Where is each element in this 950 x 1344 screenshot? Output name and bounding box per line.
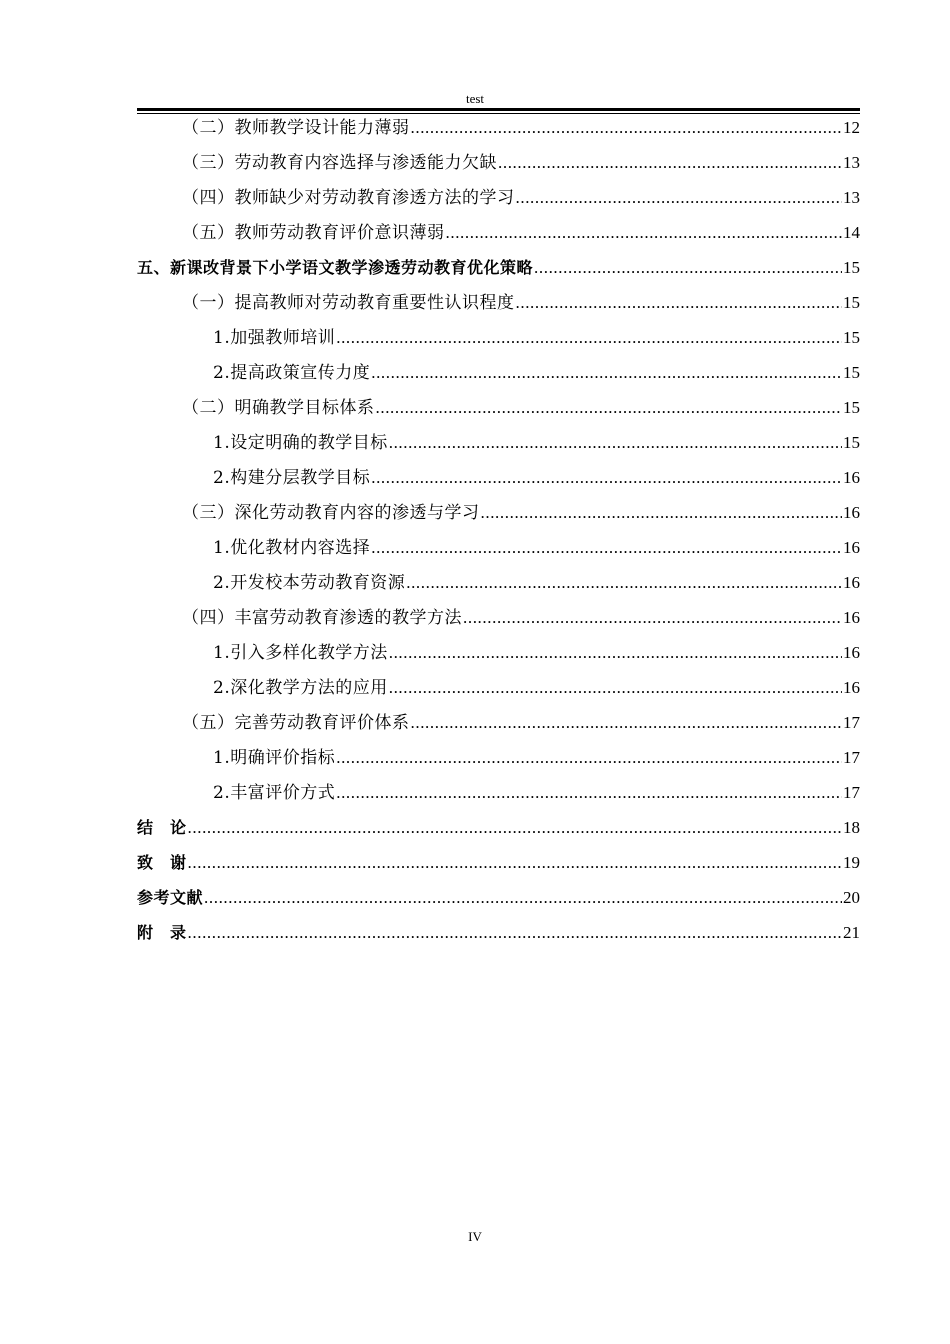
toc-dot-leader xyxy=(411,110,843,145)
toc-entry-page: 15 xyxy=(843,398,860,417)
table-of-contents xyxy=(137,110,860,950)
toc-entry-title: 附 录 xyxy=(137,923,187,942)
toc-entry-page: 16 xyxy=(843,573,860,592)
toc-entry[interactable] xyxy=(137,915,860,950)
page-header: test xyxy=(465,91,485,106)
toc-entry[interactable] xyxy=(137,775,860,810)
toc-entry-title: 致 谢 xyxy=(137,853,187,872)
toc-entry-page: 21 xyxy=(843,923,860,942)
toc-entry[interactable] xyxy=(137,425,860,460)
toc-entry-title: （五）完善劳动教育评价体系 xyxy=(182,713,410,733)
toc-entry-title: 1.明确评价指标 xyxy=(213,748,336,768)
toc-entry-title: 2.构建分层教学目标 xyxy=(213,468,371,488)
toc-entry[interactable] xyxy=(137,215,860,250)
toc-dot-leader xyxy=(411,705,843,740)
toc-entry-page: 14 xyxy=(843,223,860,242)
toc-entry[interactable] xyxy=(137,635,860,670)
page-number: IV xyxy=(468,1229,482,1244)
toc-entry-title: 1.引入多样化教学方法 xyxy=(213,643,388,663)
toc-entry[interactable] xyxy=(137,565,860,600)
toc-dot-leader xyxy=(371,460,842,495)
toc-dot-leader xyxy=(389,670,842,705)
toc-entry-title: 1.加强教师培训 xyxy=(213,328,336,348)
toc-entry-page: 13 xyxy=(843,188,860,207)
toc-entry-title: （三）深化劳动教育内容的渗透与学习 xyxy=(182,503,480,523)
toc-dot-leader xyxy=(446,215,843,250)
toc-entry[interactable] xyxy=(137,320,860,355)
toc-entry-page: 18 xyxy=(843,818,860,837)
toc-entry-page: 16 xyxy=(843,538,860,557)
toc-dot-leader xyxy=(204,880,842,915)
toc-entry-page: 19 xyxy=(843,853,860,872)
toc-entry[interactable] xyxy=(137,705,860,740)
toc-entry-page: 16 xyxy=(843,678,860,697)
toc-entry-title: （五）教师劳动教育评价意识薄弱 xyxy=(182,223,445,243)
toc-entry[interactable] xyxy=(137,495,860,530)
toc-entry[interactable] xyxy=(137,285,860,320)
toc-entry-page: 17 xyxy=(843,713,860,732)
toc-entry-page: 12 xyxy=(843,118,860,137)
toc-entry-page: 16 xyxy=(843,503,860,522)
toc-entry-title: 参考文献 xyxy=(137,888,204,907)
toc-dot-leader xyxy=(463,600,842,635)
toc-entry-page: 16 xyxy=(843,608,860,627)
toc-entry-title: 2.深化教学方法的应用 xyxy=(213,678,388,698)
toc-entry[interactable] xyxy=(137,390,860,425)
toc-entry-title: 1.设定明确的教学目标 xyxy=(213,433,388,453)
toc-entry-title: （一）提高教师对劳动教育重要性认识程度 xyxy=(182,293,515,313)
toc-entry-page: 17 xyxy=(843,783,860,802)
toc-entry-title: 2.开发校本劳动教育资源 xyxy=(213,573,406,593)
toc-entry[interactable] xyxy=(137,740,860,775)
toc-entry-page: 15 xyxy=(843,363,860,382)
toc-entry-title: （三）劳动教育内容选择与渗透能力欠缺 xyxy=(182,153,497,173)
toc-dot-leader xyxy=(336,775,842,810)
toc-entry-page: 20 xyxy=(843,888,860,907)
toc-dot-leader xyxy=(376,390,843,425)
toc-entry-page: 13 xyxy=(843,153,860,172)
toc-entry[interactable] xyxy=(137,530,860,565)
toc-dot-leader xyxy=(188,810,842,845)
toc-entry[interactable] xyxy=(137,180,860,215)
toc-entry-page: 15 xyxy=(843,293,860,312)
toc-dot-leader xyxy=(516,180,843,215)
toc-dot-leader xyxy=(406,565,842,600)
toc-dot-leader xyxy=(389,425,842,460)
toc-entry[interactable] xyxy=(137,145,860,180)
toc-entry-title: 2.丰富评价方式 xyxy=(213,783,336,803)
toc-entry-title: 2.提高政策宣传力度 xyxy=(213,363,371,383)
toc-dot-leader xyxy=(371,530,842,565)
toc-dot-leader xyxy=(516,285,843,320)
toc-entry[interactable] xyxy=(137,600,860,635)
toc-entry-title: （二）教师教学设计能力薄弱 xyxy=(182,118,410,138)
toc-entry-page: 16 xyxy=(843,643,860,662)
toc-entry-title: 五、新课改背景下小学语文教学渗透劳动教育优化策略 xyxy=(137,258,534,277)
toc-dot-leader xyxy=(336,320,842,355)
toc-entry-page: 15 xyxy=(843,328,860,347)
toc-entry[interactable] xyxy=(137,880,860,915)
toc-dot-leader xyxy=(498,145,842,180)
toc-entry-page: 16 xyxy=(843,468,860,487)
toc-entry[interactable] xyxy=(137,250,860,285)
toc-dot-leader xyxy=(371,355,842,390)
toc-dot-leader xyxy=(336,740,842,775)
toc-dot-leader xyxy=(481,495,843,530)
toc-entry[interactable] xyxy=(137,670,860,705)
toc-entry[interactable] xyxy=(137,460,860,495)
toc-entry-title: 结 论 xyxy=(137,818,187,837)
toc-entry[interactable] xyxy=(137,355,860,390)
toc-entry-title: 1.优化教材内容选择 xyxy=(213,538,371,558)
toc-entry-page: 17 xyxy=(843,748,860,767)
toc-dot-leader xyxy=(534,250,842,285)
toc-dot-leader xyxy=(389,635,842,670)
toc-entry[interactable] xyxy=(137,845,860,880)
toc-dot-leader xyxy=(188,845,842,880)
toc-entry-page: 15 xyxy=(843,433,860,452)
toc-entry[interactable] xyxy=(137,810,860,845)
toc-dot-leader xyxy=(188,915,842,950)
toc-entry-title: （四）教师缺少对劳动教育渗透方法的学习 xyxy=(182,188,515,208)
toc-entry-page: 15 xyxy=(843,258,860,277)
toc-entry[interactable] xyxy=(137,110,860,145)
toc-entry-title: （二）明确教学目标体系 xyxy=(182,398,375,418)
toc-entry-title: （四）丰富劳动教育渗透的教学方法 xyxy=(182,608,462,628)
